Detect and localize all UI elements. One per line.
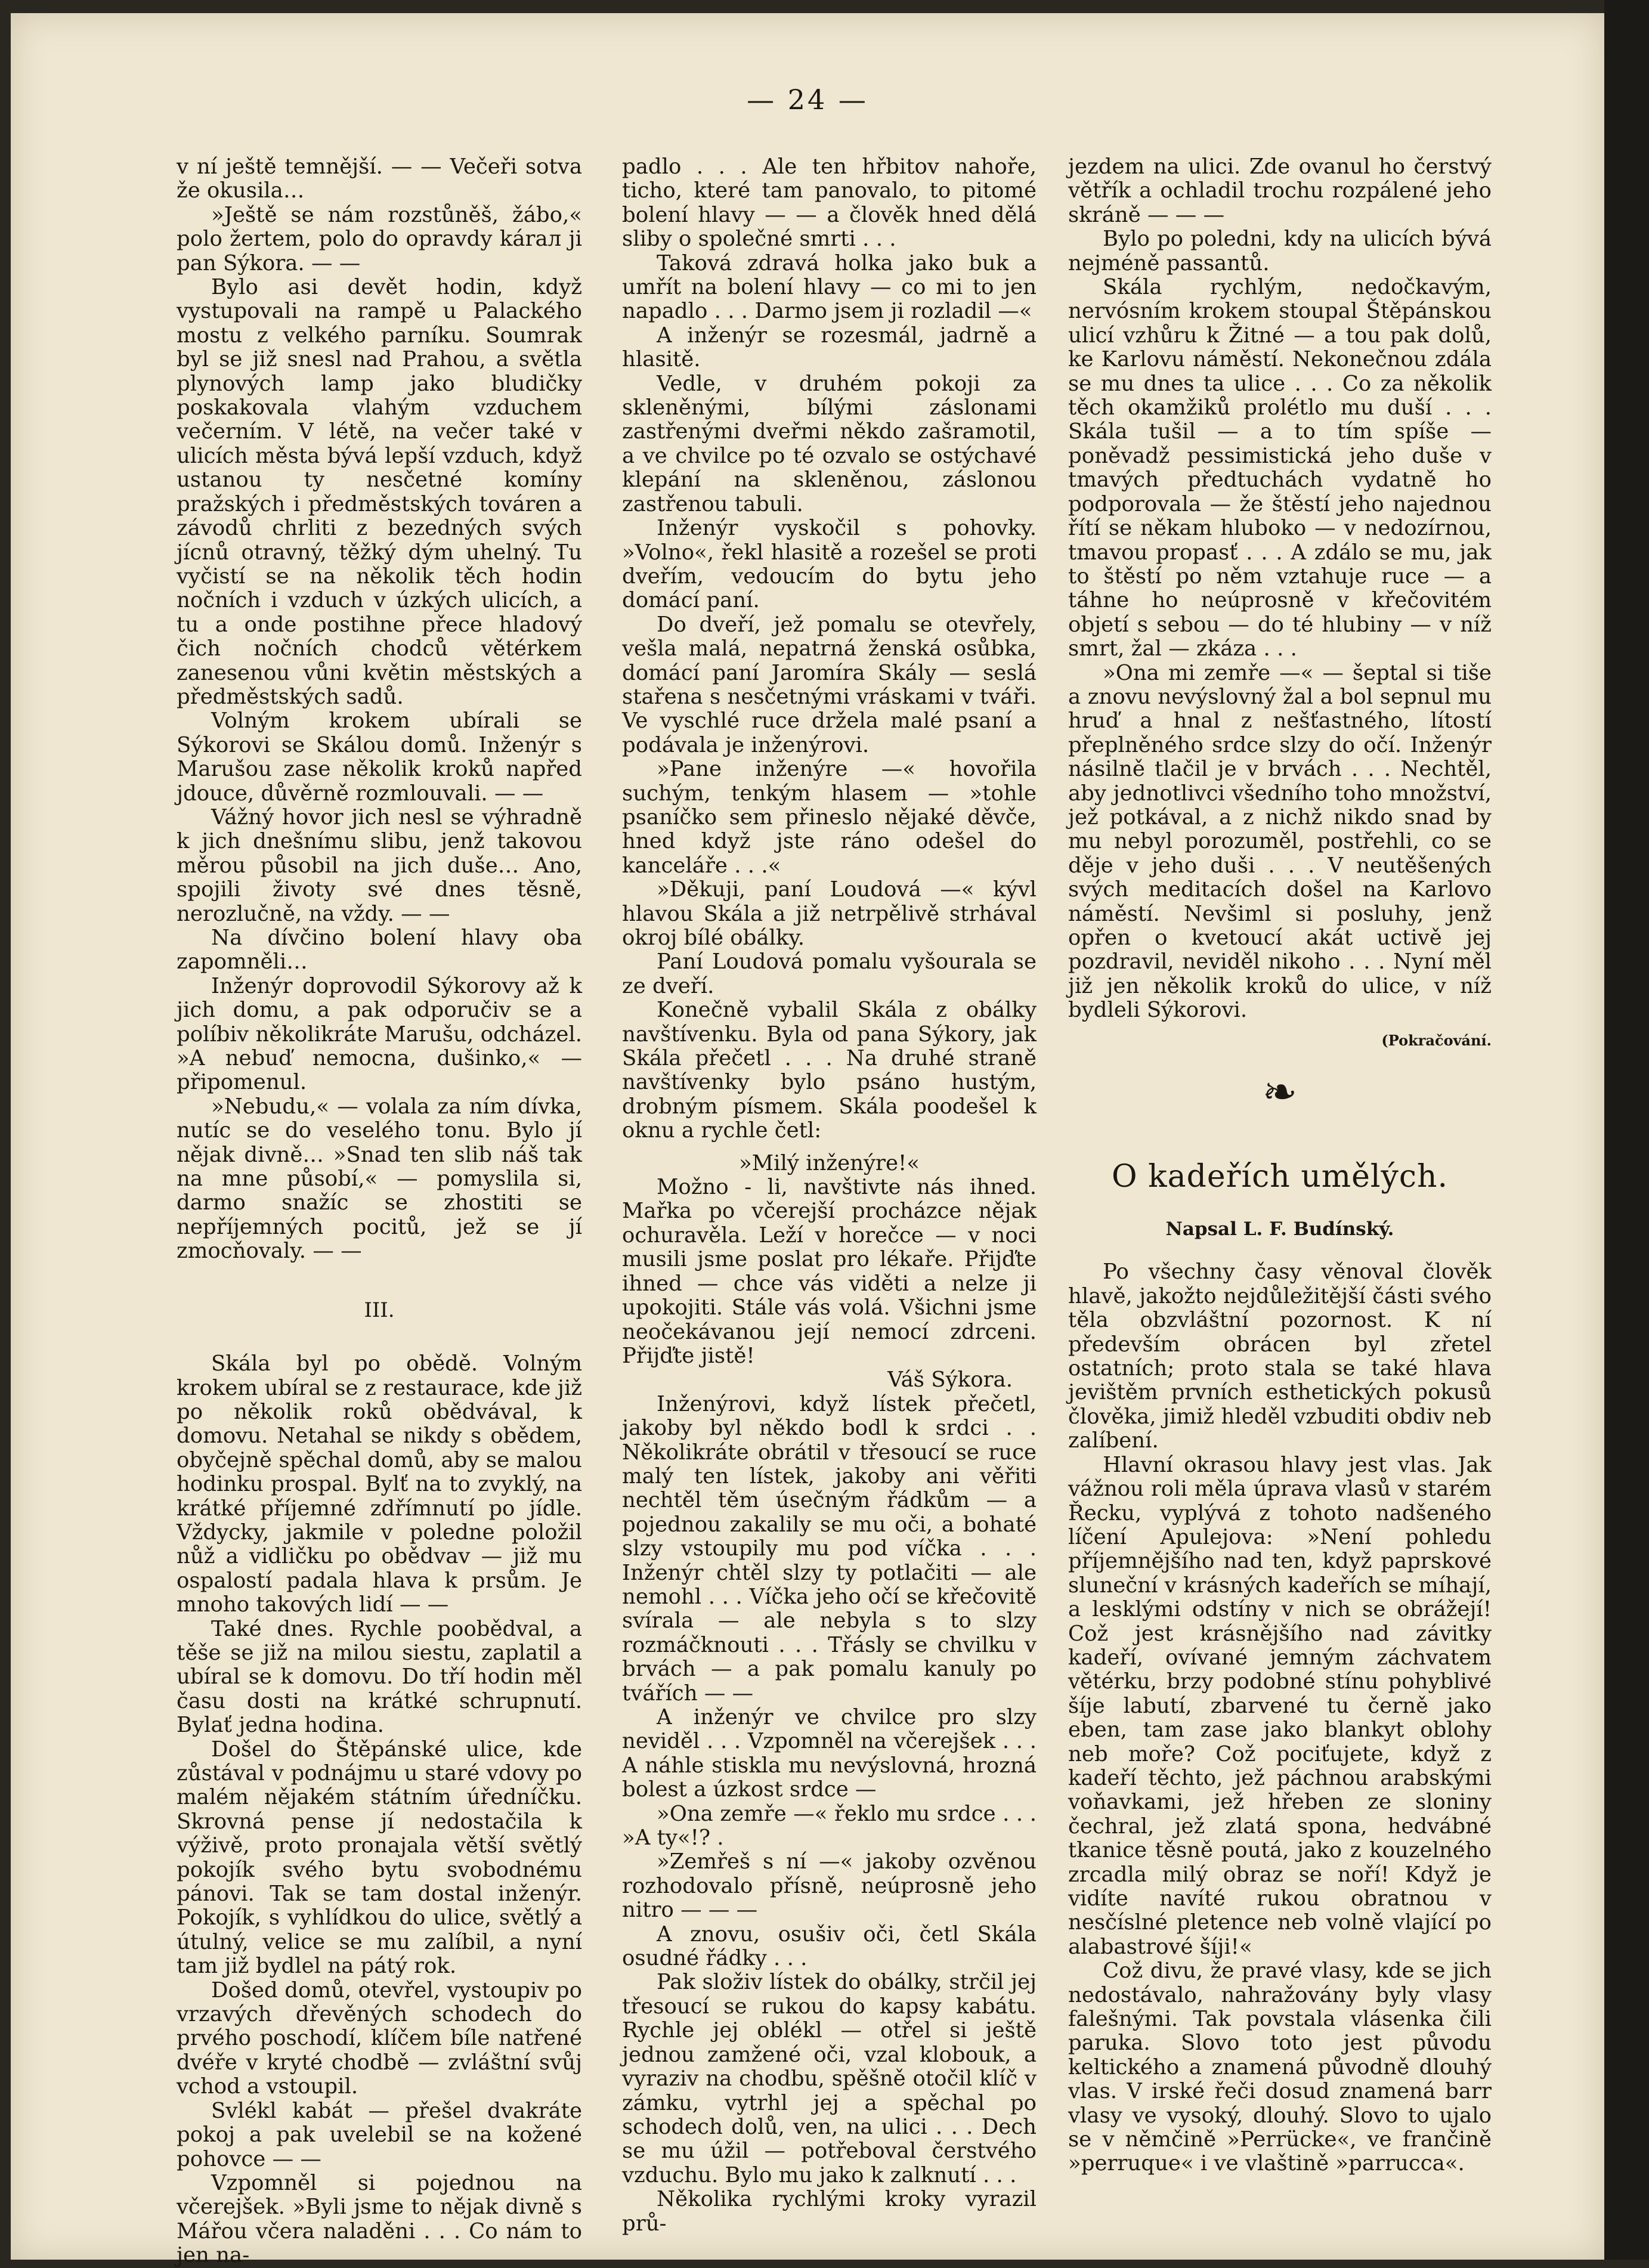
- paragraph: Konečně vybalil Skála z obálky navštívenku. Byla od pana Sýkory, jak Skála přečetl . . . Na druhé straně navštívenky bylo psáno hustým, drobným písmem. Skála poodešel k oknu a rychle četl:: [622, 998, 1037, 1143]
- paragraph: »Děkuji, paní Loudová —« kývl hlavou Skála a již netrpělivě strhával okroj bílé obálky.: [622, 877, 1037, 950]
- paragraph: A inženýr ve chvilce pro slzy neviděl . . . Vzpomněl na včerejšek . . . A náhle stiskla mu nevýslovná, hrozná bolest a úzkost srdce —: [622, 1705, 1037, 1802]
- paragraph: Paní Loudová pomalu vyšourala se ze dveří.: [622, 949, 1037, 998]
- article-byline: Napsal L. F. Budínský.: [1165, 1218, 1394, 1240]
- paragraph: Došed domů, otevřel, vystoupiv po vrzavých dřevěných schodech do prvého poschodí, klíčem bíle natřené dvéře v kryté chodbě — zvláštní svůj vchod a vstoupil.: [177, 1978, 582, 2099]
- paragraph: Vážný hovor jich nesl se výhradně k jich dnešnímu slibu, jenž takovou měrou působil na jich duše… Ano, spojili životy své dnes těsně, nerozlučně, na vždy. — —: [177, 805, 582, 926]
- letter-greeting: »Milý inženýre!«: [739, 1150, 920, 1175]
- column-1: [177, 155, 582, 2268]
- paragraph: A znovu, osušiv oči, četl Skála osudné řádky . . .: [622, 1922, 1037, 1971]
- paragraph: Pak složiv lístek do obálky, strčil jej třesoucí se rukou do kapsy kabátu. Rychle jej oblékl — otřel si ještě jednou zamžené oči, vzal klobouk, a vyraziv na chodbu, spěšně otočil klíč v zámku, vytrhl jej a spěchal po schodech dolů, ven, na ulici . . . Dech se mu úžil — potřeboval čerstvého vzduchu. Bylo mu jako k zalknutí . . .: [622, 1970, 1037, 2187]
- paragraph: Skála rychlým, nedočkavým, nervósním krokem stoupal Štěpánskou ulicí vzhůru k Žitné — a tou pak dolů, ke Karlovu náměstí. Nekonečnou zdála se mu dnes ta ulice . . . Co za několik těch okamžiků prolétlo mu duší . . . Skála tušil — a to tím spíše — poněvadž pessimistická jeho duše v tmavých předtuchách vydatně ho podporovala — že štěstí jeho najednou řítí se někam hluboko — v nedozírnou, tmavou propasť . . . A zdálo se mu, jak to štěstí po něm vztahuje ruce — a táhne ho neúprosně v křečovitém objetí s sebou — do té hlubiny — v níž smrt, žal — zkáza . . .: [1068, 275, 1492, 661]
- article-title: O kadeřích umělých.: [1111, 1159, 1449, 1195]
- paragraph: Několika rychlými kroky vyrazil prů-: [622, 2187, 1037, 2236]
- page-edge: [1604, 0, 1649, 2260]
- paragraph: Vzpomněl si pojednou na včerejšek. »Byli jsme to nějak divně s Mářou včera naladěni . . . Co nám to jen na-: [177, 2170, 582, 2268]
- section-heading: III.: [364, 1298, 395, 1322]
- newspaper-page: [11, 13, 1604, 2268]
- paragraph: jezdem na ulici. Zde ovanul ho čerstvý větřík a ochladil trochu rozpálené jeho skráně — — —: [1068, 154, 1492, 227]
- paragraph: Bylo asi devět hodin, když vystupovali na rampě u Palackého mostu z velkého parníku. Soumrak byl se již snesl nad Prahou, a světla plynových lamp jako bludičky poskakovala vlahým vzduchem večerním. V létě, na večer také v ulicích města bývá lepší vzduch, když ustanou ty nesčetné komíny pražských i předměstských továren a závodů chrliti z bezedných svých jícnů otravný, těžký dým uhelný. Tu vyčistí se na několik těch hodin nočních i vzduch v úzkých ulicích, a tu a onde postihne přece hladový čich nočních chodců větérkem zanesenou vůni květin městských a předměstských sadů.: [177, 275, 582, 709]
- paragraph: »Ona mi zemře —« — šeptal si tiše a znovu nevýslovný žal a bol sepnul mu hruď a hnal z nešťastného, lítostí přeplněného srdce slzy do očí. Inženýr násilně tlačil je v brvách . . . Nechtěl, aby jednotlivci všedního toho množství, jež potkával, a z nichž nikdo snad by mu nebyl porozuměl, postřehli, co se děje v jeho duši . . . V neutěšených svých meditacích došel na Karlovo náměstí. Nevšiml si posluhy, jenž opřen o kvetoucí akát uctivě jej pozdravil, neviděl nikoho . . . Nyní měl již jen několik kroků do ulice, v níž bydleli Sýkorovi.: [1068, 660, 1492, 1023]
- paragraph: »Zemřeš s ní —« jakoby ozvěnou rozhodovalo přísně, neúprosně jeho nitro — — —: [622, 1849, 1037, 1923]
- paragraph: Inženýr doprovodil Sýkorovy až k jich domu, a pak odporučiv se a políbiv několikráte Marušu, odcházel. »A nebuď nemocna, dušinko,« — připomenul.: [177, 973, 582, 1095]
- paragraph: Volným krokem ubírali se Sýkorovi se Skálou domů. Inženýr s Marušou zase několik kroků napřed jdouce, důvěrně rozmlouvali. — —: [177, 708, 582, 806]
- paragraph: Po všechny časy věnoval člověk hlavě, jakožto nejdůležitější části svého těla obzvláštní pozornost. K ní především obrácen byl zřetel ostatních; proto stala se také hlava jevištěm prvních esthetických pokusů člověka, jimiž hleděl vzbuditi obdiv neb zalíbení.: [1068, 1260, 1492, 1453]
- paragraph: Do dveří, jež pomalu se otevřely, vešla malá, nepatrná ženská osůbka, domácí paní Jaromíra Skály — seslá stařena s nesčetnými vráskami v tváři. Ve vyschlé ruce držela malé psaní a podávala je inženýrovi.: [622, 612, 1037, 757]
- paragraph: Taková zdravá holka jako buk a umřít na bolení hlavy — co mi to jen napadlo . . . Darmo jsem ji rozladil —«: [622, 250, 1037, 324]
- paragraph: Také dnes. Rychle poobědval, a těše se již na milou siestu, zaplatil a ubíral se k domovu. Do tří hodin měl času dosti na krátké schrupnutí. Bylať jedna hodina.: [177, 1616, 582, 1738]
- paragraph: Na dívčino bolení hlavy oba zapomněli…: [177, 926, 582, 974]
- letter-body: Možno - li, navštivte nás ihned. Mařka po včerejší procházce nějak ochuravěla. Leží v horečce — v noci musili jsme poslat pro lékaře. Přijďte ihned — chce vás viděti a nelze ji upokojiti. Stále vás volá. Všichni jsme neočekávanou její nemocí zdrceni. Přijďte jistě!: [622, 1175, 1037, 1368]
- paragraph: Bylo po poledni, kdy na ulicích bývá nejméně passantů.: [1068, 227, 1492, 276]
- fleuron-icon: ❧: [1262, 1068, 1298, 1117]
- paragraph: Hlavní okrasou hlavy jest vlas. Jak vážnou roli měla úprava vlasů v starém Řecku, vyplývá z tohoto nadšeného líčení Apulejova: »Není pohledu příjemnějšího nad ten, když paprskové sluneční v krásných kadeřích se míhají, a lesklými odstíny v nich se obrážejí! Což jest krásnějšího nad závitky kadeří, ovívané jemným záchvatem větérku, brzy podobné stínu pohyblivé šíje labutí, zbarvené tu černě jako eben, tam zase jako blankyt oblohy neb moře? Což pociťujete, když z kadeří těchto, jež páchnou arabskými voňavkami, jež hřeben ze sloniny čechral, jež zlatá spona, hedvábné tkanice těsně poutá, jako z kouzelného zrcadla milý obraz se noří! Když je vidíte navíté rukou obratnou v nesčíslné pletence neb volně vlající po alabastrové šíji!«: [1068, 1452, 1492, 1959]
- letter-signature: Váš Sýkora.: [887, 1367, 1013, 1393]
- paragraph: Svlékl kabát — přešel dvakráte pokoj a pak uvelebil se na kožené pohovce — —: [177, 2098, 582, 2171]
- column-3: [1068, 155, 1492, 2176]
- paragraph: »Ještě se nám rozstůněš, žábo,« polo žertem, polo do opravdy kárал ji pan Sýkora. — —: [177, 202, 582, 276]
- paragraph: v ní ještě temnější. — — Večeři sotva že okusila…: [177, 154, 582, 203]
- paragraph: Inženýrovi, když lístek přečetl, jakoby byl někdo bodl k srdci . . Několikráte obrátil v třesoucí se ruce malý ten lístek, jakoby ani věřiti nechtěl těm úsečným řádkům — a pojednou zakalily se mu oči, a bohaté slzy vstoupily mu pod víčka . . . Inženýr chtěl slzy ty potlačiti — ale nemohl . . . Víčka jeho očí se křečovitě svírala — ale nebyla s to slzy rozmáčknouti . . . Třásly se chvilku v brvách — a pak pomalu kanuly po tvářích — —: [622, 1391, 1037, 1706]
- paragraph: Vedle, v druhém pokoji za skleněnými, bílými záslonami zastřenými dveřmi někdo zašramotil, a ve chvilce po té ozvalo se ostýchavé klepání na skleněnou, záslonou zastřenou tabuli.: [622, 371, 1037, 516]
- paragraph: Došel do Štěpánské ulice, kde zůstával v podnájmu u staré vdovy po malém nějakém státním úředníčku. Skrovná pense jí nedostačila k výživě, proto pronajala větší světlý pokojík svého bytu svobodnému pánovi. Tak se tam dostal inženýr. Pokojík, s vyhlídkou do ulice, světlý a útulný, velice se mu zalíbil, a nyní tam již bydlel na pátý rok.: [177, 1737, 582, 1979]
- paragraph: Skála byl po obědě. Volným krokem ubíral se z restaurace, kde již po několik roků obědvával, k domovu. Netahal se nikdy s obědem, obyčejně spěchal domů, aby se malou hodinku prospal. Bylť na to zvyklý, na krátké příjemné zdřímnutí po jídle. Vždycky, jakmile v poledne položil nůž a vidličku po obědvav — již mu ospalostí padala hlava k prsům. Je mnoho takových lidí — —: [177, 1351, 582, 1617]
- column-2: [622, 155, 1037, 2236]
- paragraph: Inženýr vyskočil s pohovky. »Volno«, řekl hlasitě a rozešel se proti dveřím, vedoucím do bytu jeho domácí paní.: [622, 516, 1037, 613]
- continued-note: (Pokračování.: [1381, 1031, 1492, 1049]
- paragraph: »Nebudu,« — volala za ním dívka, nutíc se do veselého tonu. Bylo jí nějak divně… »Snad ten slib náš tak na mne působí,« — pomyslila si, darmo snažíc se zhostiti se nepříjemných pocitů, jež se jí zmocňovaly. — —: [177, 1094, 582, 1264]
- letter: [622, 1152, 1037, 1393]
- paragraph: »Ona zemře —« řeklo mu srdce . . . »A ty«!? .: [622, 1801, 1037, 1851]
- paragraph: A inženýr se rozesmál, jadrně a hlasitě.: [622, 323, 1037, 372]
- paragraph: Což divu, že pravé vlasy, kde se jich nedostávalo, nahražovány byly vlasy falešnými. Tak povstala vlásenka čili paruka. Slovo toto jest původu keltického a znamená původně dlouhý vlas. V irské řeči dosud znamená barr vlasy ve vysoký, dlouhý. Slovo to ujalo se v němčině »Perrücke«, ve frančině »perruque« i ve vlaštině »parrucca«.: [1068, 1958, 1492, 2176]
- paragraph: padlo . . . Ale ten hřbitov nahoře, ticho, které tam panovalo, to pitomé bolení hlavy — — a člověk hned dělá sliby o společné smrti . . .: [622, 154, 1037, 252]
- page-number: — 24 —: [747, 83, 868, 116]
- paragraph: »Pane inženýre —« hovořila suchým, tenkým hlasem — »tohle psaníčko sem přineslo nějaké děvče, hned když jste ráno odešel do kanceláře . . .«: [622, 757, 1037, 878]
